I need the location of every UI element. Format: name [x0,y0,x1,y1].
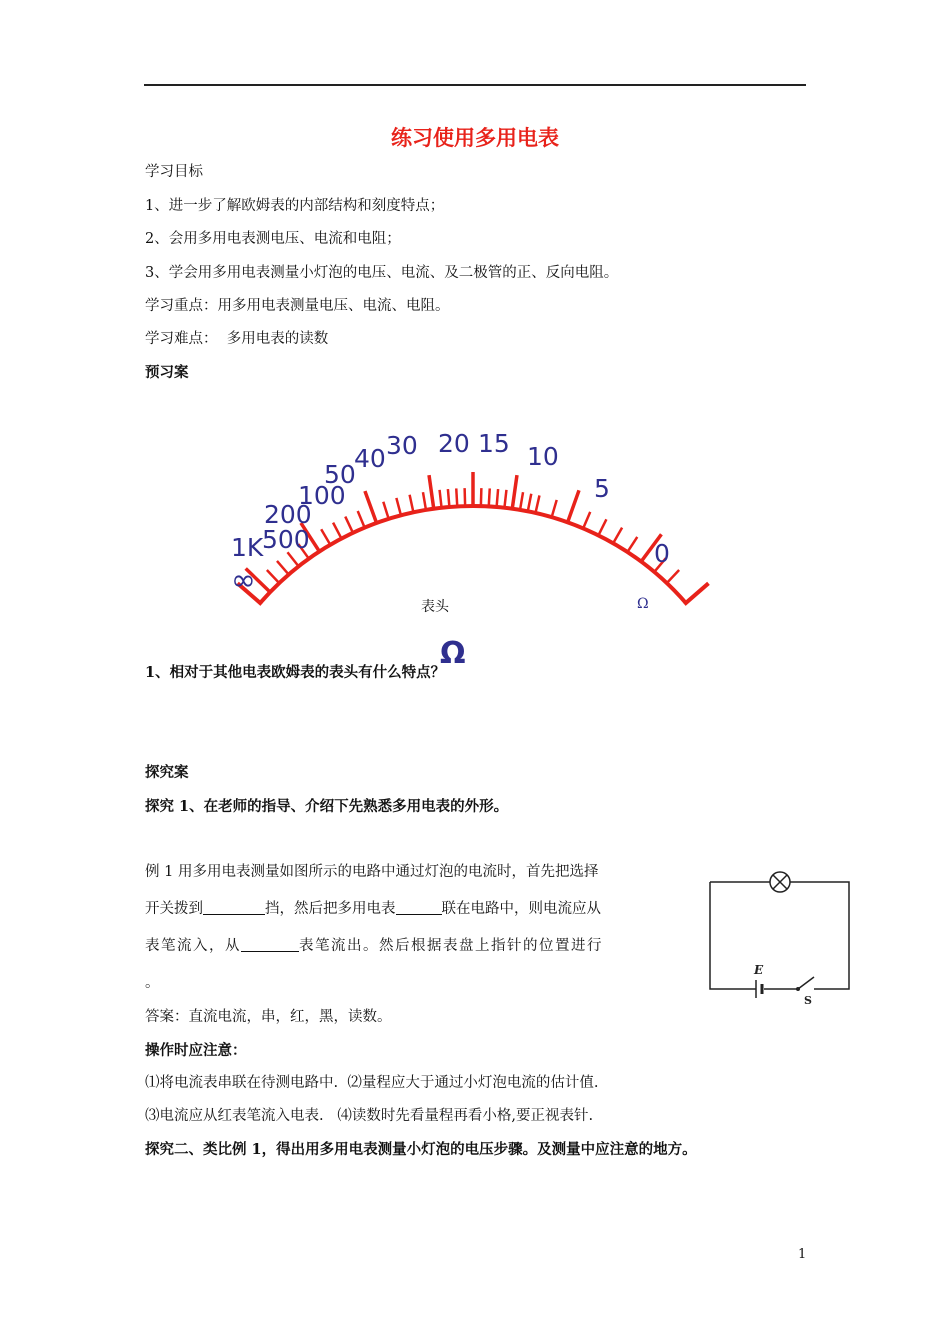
inquiry-2: 探究二、类比例 1，得出用多用电表测量小灯泡的电压步骤。及测量中应注意的地方。 [145,1141,697,1158]
dial-tick [627,537,637,552]
scale-label-40: 40 [354,444,386,473]
objectives-heading: 学习目标 [145,164,203,180]
preview-heading: 预习案 [145,364,189,381]
dial-tick [497,489,499,507]
dial-tick [287,552,298,566]
circuit-diagram [704,868,854,1008]
dial-tick [465,488,466,506]
objective-item-1: 1、进一步了解欧姆表的内部结构和刻度特点； [145,198,445,214]
dial-tick [552,500,557,517]
blank-switch-position [203,900,265,915]
difficulty: 学习难点： 多用电表的读数 [145,331,329,347]
switch-icon [798,977,814,989]
dial-tick [613,528,622,544]
example-line-1: 例 1 用多用电表测量如图所示的电路中通过灯泡的电流时，首先把选择 [145,864,599,880]
scale-label-50: 50 [324,460,356,489]
scale-label-500: 500 [262,525,310,554]
key-point: 学习重点：用多用电表测量电压、电流、电阻。 [145,298,450,314]
header-rule [144,84,806,86]
scale-label-infinity: ∞ [231,563,256,598]
dial-arc [260,506,686,603]
dial-tick [528,494,531,512]
blank-probe-color [241,937,299,952]
scale-label-20: 20 [438,429,470,458]
dial-tick [333,523,341,539]
dial-tick [358,511,365,528]
dial-tick [440,490,442,508]
scale-label-1k: 1K [231,533,264,562]
dial-tick [583,512,590,529]
ohmmeter-dial [0,410,950,670]
dial-tick [520,492,523,510]
notes-heading: 操作时应注意： [145,1042,247,1059]
ohm-unit-large: Ω [440,636,466,670]
preview-question-1: 1、相对于其他电表欧姆表的表头有什么特点？ [145,664,446,681]
example-line-4: 。 [145,975,160,991]
dial-tick [489,488,490,506]
dial-tick [267,570,279,583]
dial-tick [321,529,330,545]
inquiry-1: 探究 1、在老师的指导、介绍下先熟悉多用电表的外形。 [145,798,509,815]
page-number: 1 [798,1247,807,1262]
scale-label-0: 0 [654,539,670,568]
dial-end-right [684,583,708,604]
scale-label-100: 100 [298,481,346,510]
ohm-unit-small: Ω [637,596,649,612]
scale-label-15: 15 [478,429,510,458]
dial-tick [568,490,579,522]
example-line-3-b: 表笔流出。然后根据表盘上指针的位置进行 [299,938,603,954]
dial-tick [423,492,426,510]
dial-tick [535,495,539,513]
switch-pivot [796,987,800,991]
dial-tick [481,488,482,506]
note-line-1: ⑴将电流表串联在待测电路中. ⑵量程应大于通过小灯泡电流的估计值. [145,1075,599,1091]
scale-label-200: 200 [264,500,312,529]
example-line-3-a: 表笔流入，从 [145,938,241,954]
dial-tick [345,517,353,533]
dial-tick [396,498,401,515]
blank-connection-type [396,900,442,915]
example-line-2 [145,899,601,919]
example-line-2-a: 开关拨到 [145,901,203,917]
explore-heading: 探究案 [145,764,189,781]
page-title: 练习使用多用电表 [391,125,559,150]
dial-tick [277,561,289,575]
example-line-3 [145,936,603,956]
example-line-2-c: 联在电路中，则电流应从 [441,901,601,917]
dial-tick [429,475,434,509]
objective-item-2: 2、会用多用电表测电压、电流和电阻； [145,231,401,247]
dial-tick [504,490,506,508]
dial-tick [667,570,679,583]
dial-tick [512,475,517,509]
switch-label: S [804,994,812,1007]
dial-tick [383,502,388,519]
scale-label-5: 5 [594,474,610,503]
scale-label-30: 30 [386,431,418,460]
dial-tick [456,488,457,506]
dial-tick [410,495,414,513]
example-line-2-b: 挡，然后把多用电表 [265,901,396,917]
scale-label-10: 10 [527,442,559,471]
dial-tick [365,491,377,523]
dial-tick [448,489,450,507]
dial-caption: 表头 [421,599,449,615]
note-line-2: ⑶电流应从红表笔流入电表. ⑷读数时先看量程再看小格,要正视表针. [145,1108,594,1124]
example-answer: 答案：直流电流，串，红，黑，读数。 [145,1009,392,1025]
battery-label: E [754,963,764,977]
objective-item-3: 3、学会用多用电表测量小灯泡的电压、电流、及二极管的正、反向电阻。 [145,265,619,281]
dial-tick [598,519,606,535]
